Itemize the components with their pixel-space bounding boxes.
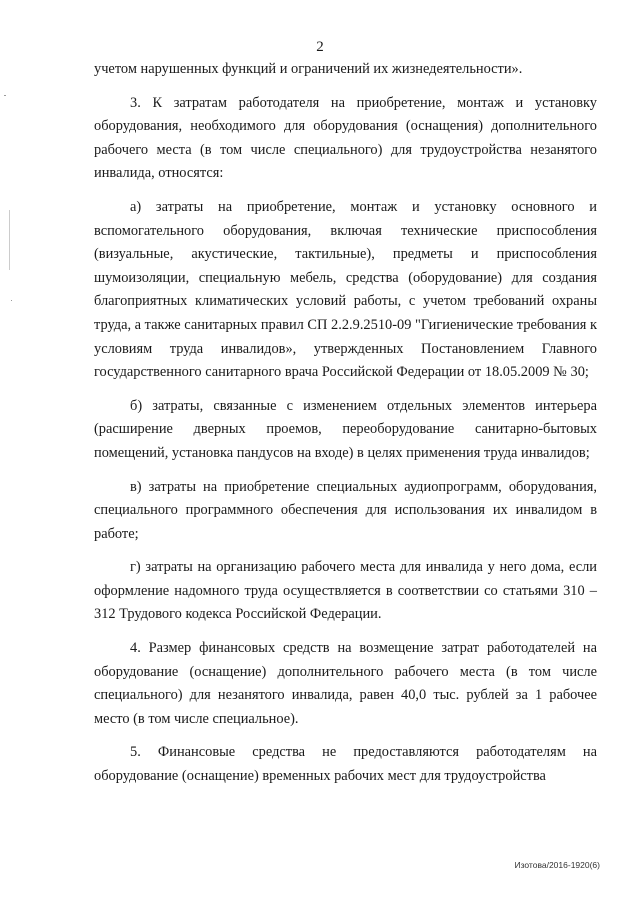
paragraph-3b: б) затраты, связанные с изменением отдельных элементов интерьера (расширение дверных проемов, переоборудование санитарно-бытовых помещений, установка пандусов на входе) в целях применения труда инвалидов; — [94, 397, 597, 461]
paragraph-5: 5. Финансовые средства не предоставляются работодателям на оборудование (оснащение) временных рабочих мест для трудоустройства — [94, 744, 597, 785]
document-code: Изотова/2016-1920(6) — [514, 860, 600, 870]
scan-speck — [11, 300, 12, 301]
paragraph-3a: а) затраты на приобретение, монтаж и установку основного и вспомогательного оборудования, включая технические приспособления (визуальные, акустические, тактильные), предметы и приспособления шумоизоляции, специальную мебель, средства (оборудование) для создания благоприятных климатических условий работы, с учетом требований охраны труда, а также санитарных правил СП 2.2.9.2510-09 "Гигиенические требования к условиям труда инвалидов», утвержденных Постановлением Главного государственного санитарного врача Российской Федерации от 18.05.2009 № 30; — [94, 198, 597, 381]
paragraph-3v: в) затраты на приобретение специальных аудиопрограмм, оборудования, специального программного обеспечения для использования их инвалидом в работе; — [94, 478, 597, 542]
paragraph-3g: г) затраты на организацию рабочего места для инвалида у него дома, если оформление надомного труда осуществляется в соответствии со статьями 310 – 312 Трудового кодекса Российской Федерации. — [94, 559, 597, 623]
document-body — [94, 58, 597, 789]
paragraph-3: 3. К затратам работодателя на приобретение, монтаж и установку оборудования, необходимого для оборудования (оснащения) дополнительного рабочего места (в том числе специального) для трудоустройства незанятого инвалида, относятся: — [94, 94, 597, 182]
paragraph-continuation: учетом нарушенных функций и ограничений их жизнедеятельности». — [94, 61, 523, 77]
scan-speck — [4, 95, 6, 96]
page-number: 2 — [316, 39, 324, 55]
scan-speck — [9, 210, 10, 270]
paragraph-4: 4. Размер финансовых средств на возмещение затрат работодателей на оборудование (оснащение) дополнительного рабочего места (в том числе специального) для незанятого инвалида, равен 40,0 тыс. рублей за 1 рабочее место (в том числе специальное). — [94, 640, 597, 727]
